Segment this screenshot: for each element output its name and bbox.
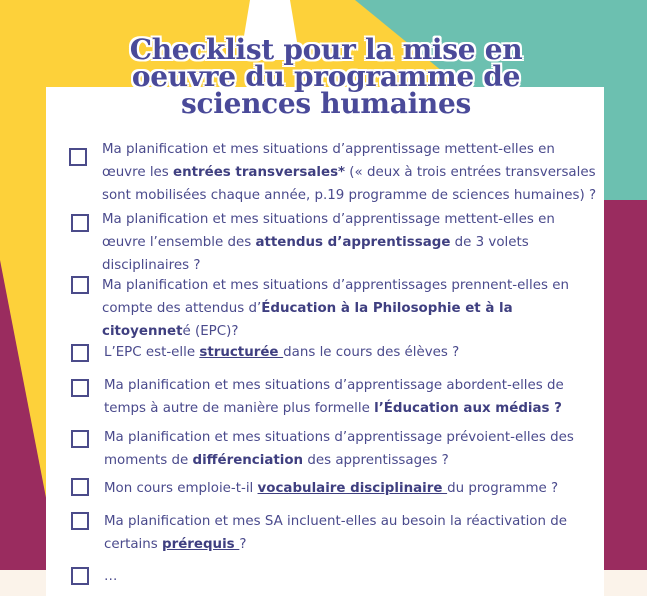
page-title [46,33,606,120]
item-text: Ma planification et mes situations d’apprentissage mettent-elles en œuvre les entrées transversales* (« deux à trois entrées transversales sont mobilisées chaque année, p.19 programme de sciences humaines) ? [102,142,597,203]
checkbox[interactable] [71,512,89,530]
title-line-1: Checklist pour la mise en [129,33,523,66]
title-line-3: sciences humaines [181,87,471,120]
checkbox[interactable] [71,478,89,496]
item-text: Ma planification et mes SA incluent-elles au besoin la réactivation de certains prérequis ? [104,514,567,552]
checkbox[interactable] [71,430,89,448]
checklist-card [46,87,604,596]
item-text: … [104,569,118,584]
checkbox[interactable] [69,148,87,166]
title-line-2: oeuvre du programme de [131,60,521,93]
item-text: Ma planification et mes situations d’apprentissages prennent-elles en compte des attendus d’Éducation à la Philosophie et à la citoyenneté (EPC)? [102,278,569,339]
item-text: L’EPC est-elle structurée dans le cours des élèves ? [104,345,460,360]
checkbox[interactable] [71,344,89,362]
checkbox[interactable] [71,567,89,585]
checkbox[interactable] [71,379,89,397]
checkbox[interactable] [71,214,89,232]
checkbox[interactable] [71,276,89,294]
item-text: Mon cours emploie-t-il vocabulaire disciplinaire du programme ? [104,481,559,496]
item-text: Ma planification et mes situations d’apprentissage prévoient-elles des moments de différenciation des apprentissages ? [104,430,574,468]
item-text: Ma planification et mes situations d’apprentissage abordent-elles de temps à autre de manière plus formelle l’Éducation aux médias ? [104,378,564,416]
item-text: Ma planification et mes situations d’apprentissage mettent-elles en œuvre l’ensemble des attendus d’apprentissage de 3 volets disciplinaires ? [102,212,555,273]
